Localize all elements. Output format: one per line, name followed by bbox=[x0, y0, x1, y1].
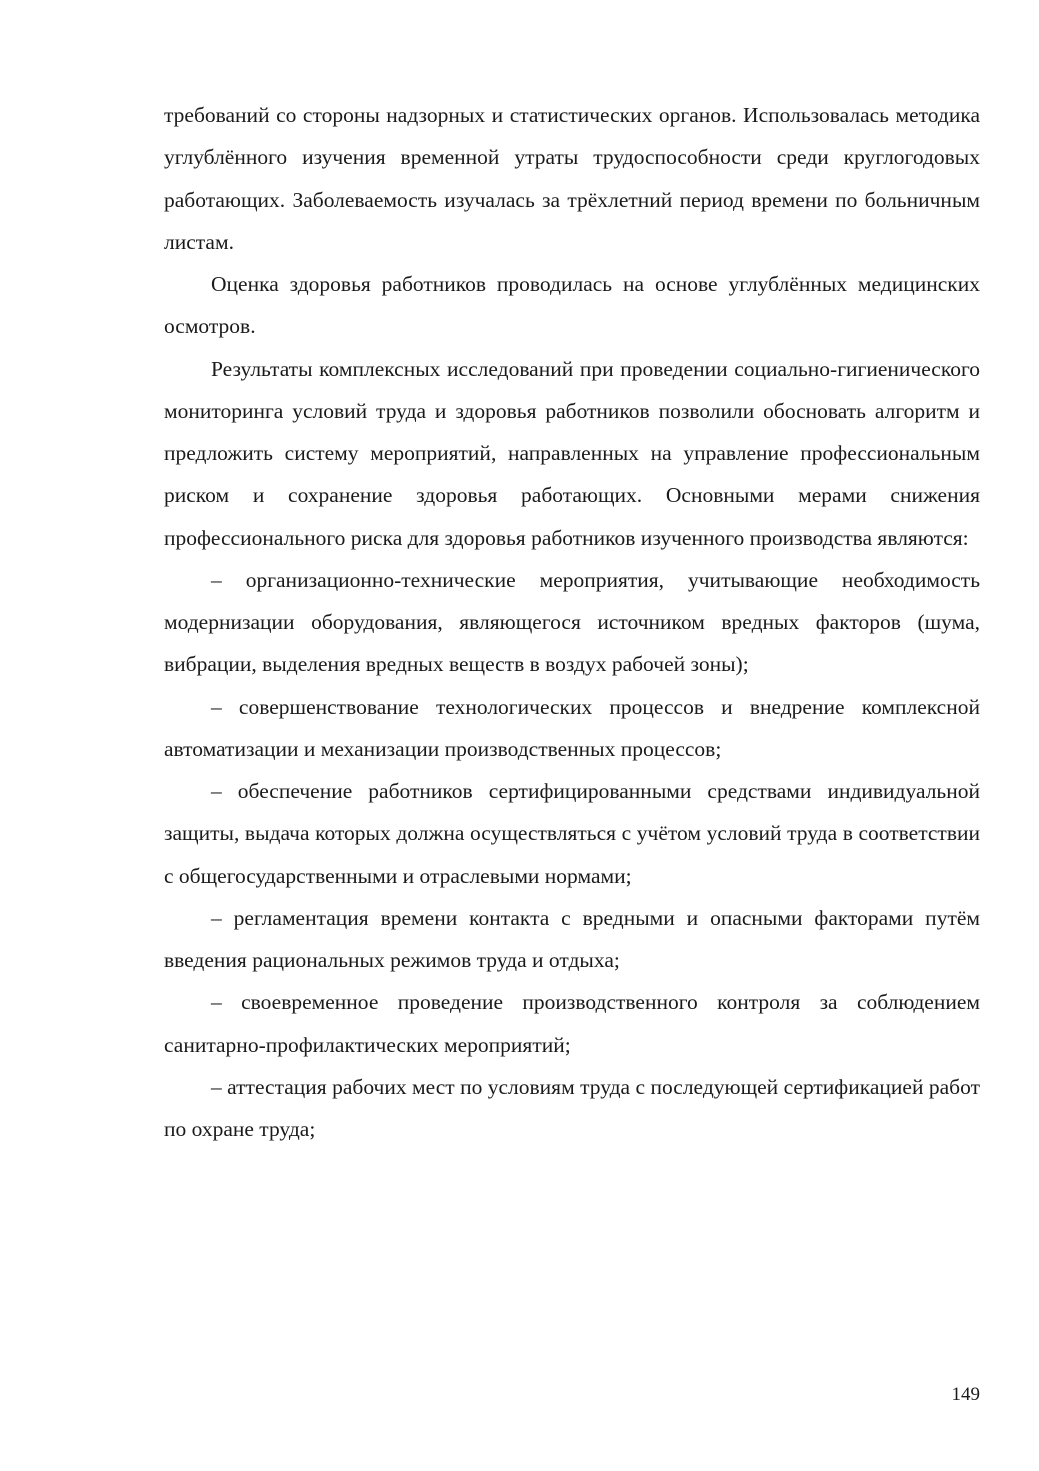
paragraph-health-assessment: Оценка здоровья работников проводилась на основе углублённых медицинских осмотров. bbox=[164, 272, 980, 339]
body-text bbox=[164, 94, 980, 1150]
paragraph-results: Результаты комплексных исследований при проведении социально-гигиенического мониторинга условий труда и здоровья работников позволили обосновать алгоритм и предложить систему мероприятий, направленных на управление профессиональным риском и сохранение здоровья работающих. Основными мерами снижения профессионального риска для здоровья работников изученного производства являются: bbox=[164, 356, 980, 550]
list-item-exposure-regulation: – регламентация времени контакта с вредными и опасными факторами путём введения рациональных режимов труда и отдыха; bbox=[164, 905, 980, 972]
list-item-workplace-certification: – аттестация рабочих мест по условиям труда с последующей сертификацией работ по охране труда; bbox=[164, 1074, 980, 1141]
list-item-process-improvement: – совершенствование технологических процессов и внедрение комплексной автоматизации и механизации производственных процессов; bbox=[164, 694, 980, 761]
page-number: 149 bbox=[951, 1384, 980, 1405]
paragraph-continued: требований со стороны надзорных и статистических органов. Использовалась методика углублённого изучения временной утраты трудоспособности среди круглогодовых работающих. Заболеваемость изучалась за трёхлетний период времени по больничным листам. bbox=[164, 103, 980, 254]
list-item-protective-equipment: – обеспечение работников сертифицированными средствами индивидуальной защиты, выдача которых должна осуществляться с учётом условий труда в соответствии с общегосударственными и отраслевыми нормами; bbox=[164, 779, 980, 888]
list-item-production-control: – своевременное проведение производственного контроля за соблюдением санитарно-профилактических мероприятий; bbox=[164, 990, 980, 1057]
list-item-organizational-measures: – организационно-технические мероприятия, учитывающие необходимость модернизации оборудования, являющегося источником вредных факторов (шума, вибрации, выделения вредных веществ в воздух рабочей зоны); bbox=[164, 567, 980, 677]
